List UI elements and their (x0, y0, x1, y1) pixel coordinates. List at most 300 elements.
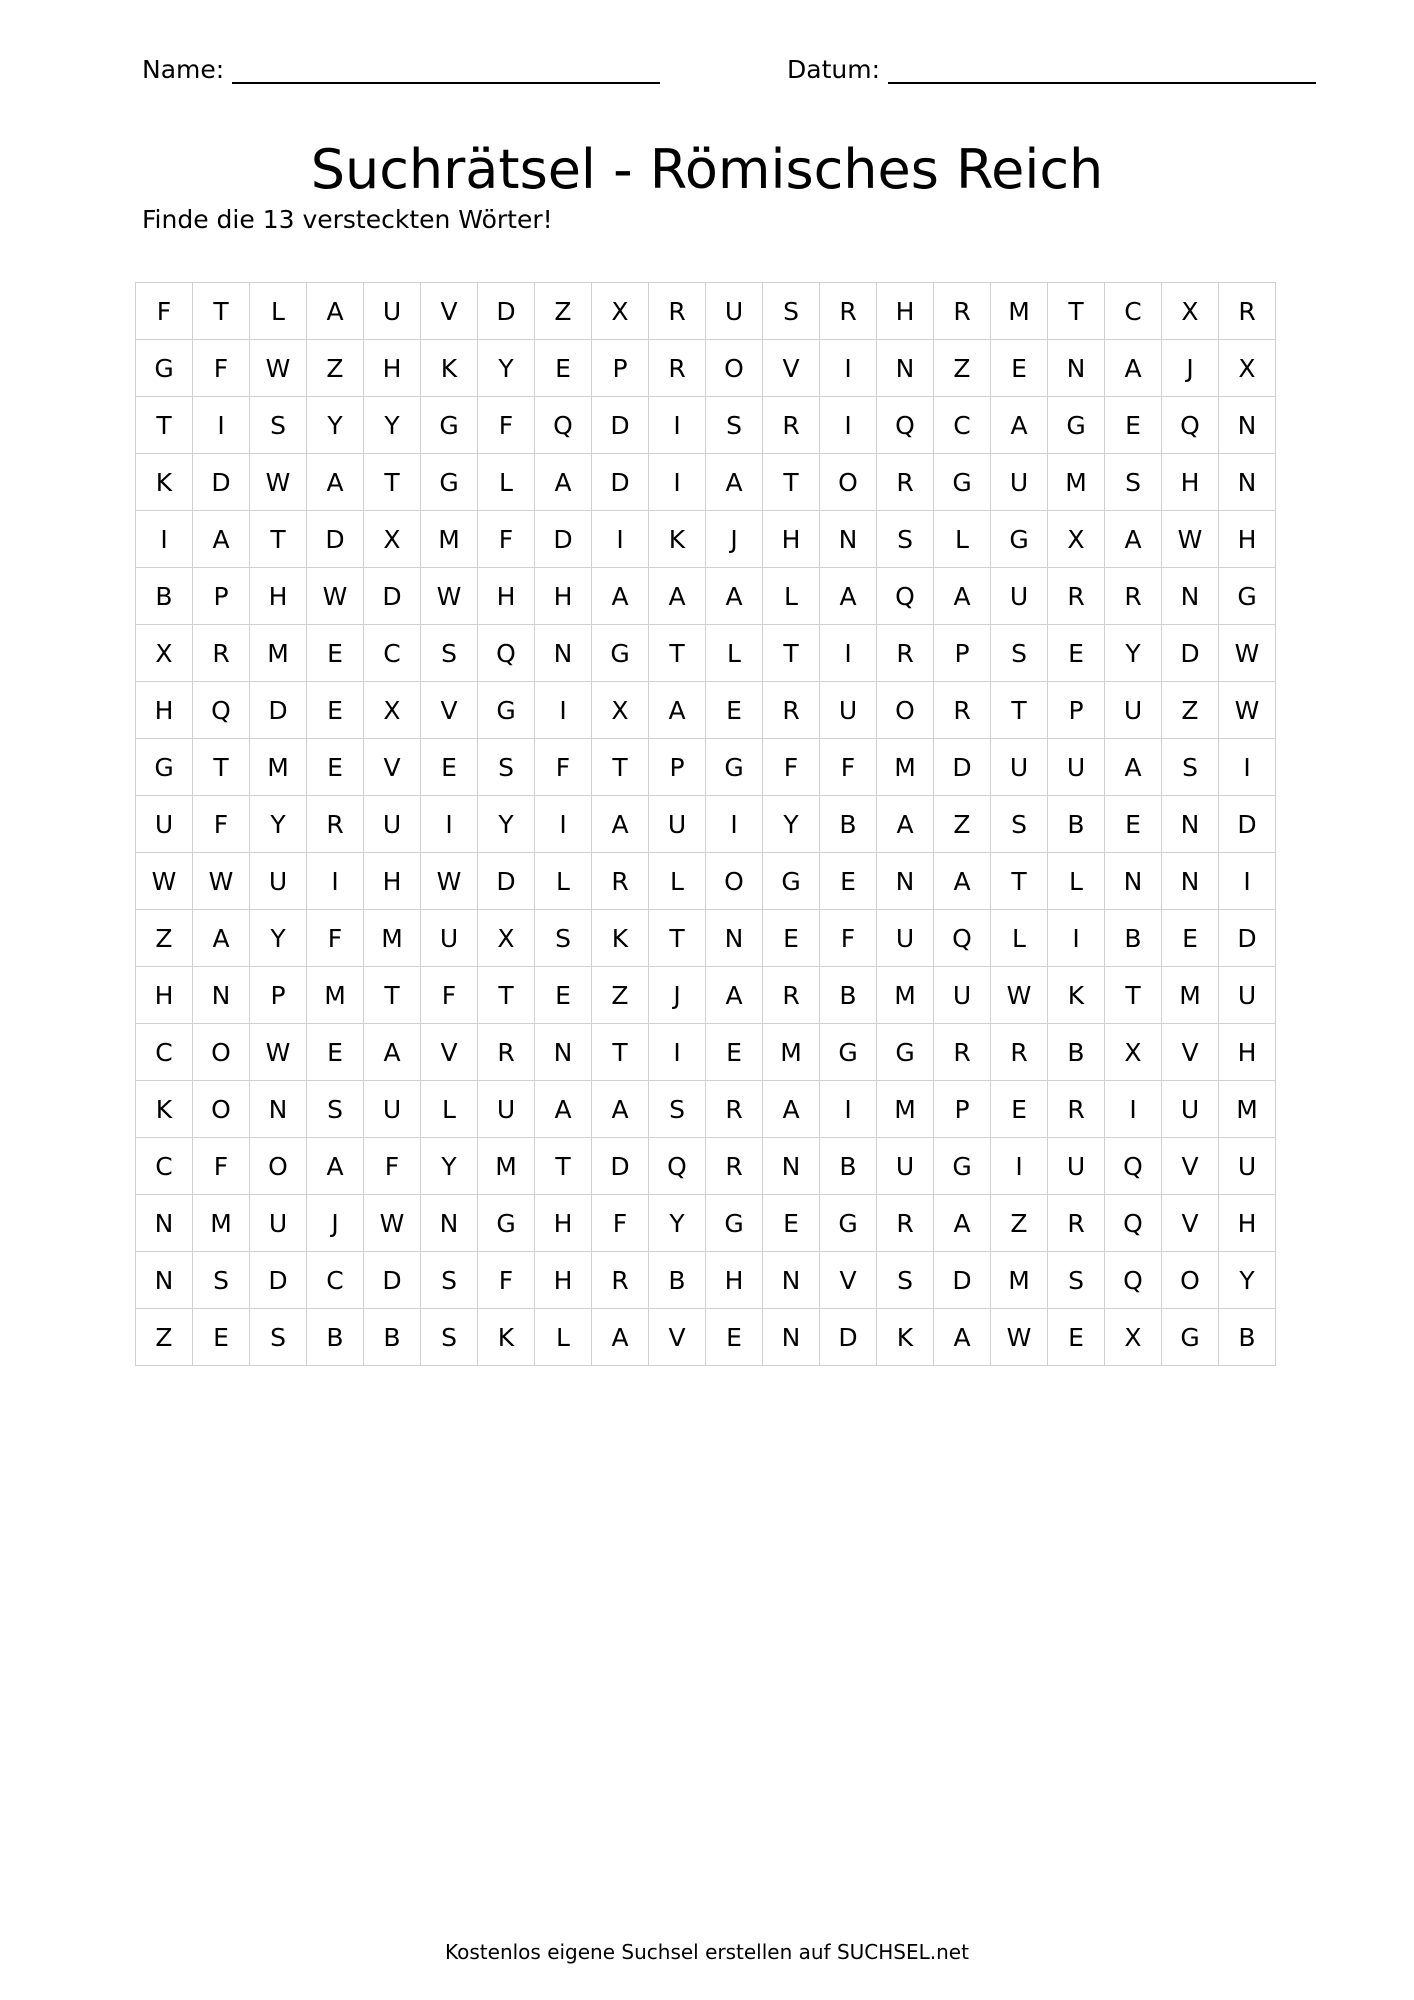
grid-cell[interactable]: T (364, 454, 421, 511)
grid-cell[interactable]: M (1219, 1081, 1276, 1138)
grid-cell[interactable]: D (820, 1309, 877, 1366)
grid-cell[interactable]: N (136, 1195, 193, 1252)
grid-cell[interactable]: N (1162, 796, 1219, 853)
grid-cell[interactable]: O (1162, 1252, 1219, 1309)
grid-cell[interactable]: A (193, 910, 250, 967)
grid-cell[interactable]: I (136, 511, 193, 568)
grid-cell[interactable]: B (1219, 1309, 1276, 1366)
grid-cell[interactable]: U (1219, 1138, 1276, 1195)
grid-cell[interactable]: W (1219, 625, 1276, 682)
grid-cell[interactable]: Q (535, 397, 592, 454)
grid-cell[interactable]: E (193, 1309, 250, 1366)
grid-cell[interactable]: C (307, 1252, 364, 1309)
grid-cell[interactable]: E (763, 1195, 820, 1252)
grid-cell[interactable]: I (1048, 910, 1105, 967)
grid-cell[interactable]: L (1048, 853, 1105, 910)
grid-cell[interactable]: U (991, 454, 1048, 511)
grid-cell[interactable]: B (307, 1309, 364, 1366)
grid-cell[interactable]: D (934, 1252, 991, 1309)
grid-cell[interactable]: S (1105, 454, 1162, 511)
grid-cell[interactable]: E (706, 682, 763, 739)
grid-cell[interactable]: U (1048, 739, 1105, 796)
grid-cell[interactable]: E (307, 625, 364, 682)
grid-cell[interactable]: Z (991, 1195, 1048, 1252)
grid-cell[interactable]: P (193, 568, 250, 625)
grid-cell[interactable]: A (1105, 340, 1162, 397)
grid-cell[interactable]: Q (877, 397, 934, 454)
grid-cell[interactable]: U (136, 796, 193, 853)
grid-cell[interactable]: B (1048, 1024, 1105, 1081)
grid-cell[interactable]: T (478, 967, 535, 1024)
grid-cell[interactable]: P (649, 739, 706, 796)
grid-cell[interactable]: E (1105, 397, 1162, 454)
grid-cell[interactable]: I (706, 796, 763, 853)
grid-cell[interactable]: G (934, 1138, 991, 1195)
grid-cell[interactable]: U (250, 1195, 307, 1252)
grid-cell[interactable]: A (592, 1309, 649, 1366)
grid-cell[interactable]: R (934, 682, 991, 739)
grid-cell[interactable]: C (364, 625, 421, 682)
grid-cell[interactable]: R (649, 340, 706, 397)
grid-cell[interactable]: Y (250, 796, 307, 853)
grid-cell[interactable]: Q (1162, 397, 1219, 454)
grid-cell[interactable]: R (1048, 1195, 1105, 1252)
grid-cell[interactable]: O (250, 1138, 307, 1195)
grid-cell[interactable]: H (364, 853, 421, 910)
grid-cell[interactable]: D (934, 739, 991, 796)
grid-cell[interactable]: O (706, 340, 763, 397)
grid-cell[interactable]: A (535, 454, 592, 511)
grid-cell[interactable]: S (877, 511, 934, 568)
grid-cell[interactable]: F (535, 739, 592, 796)
grid-cell[interactable]: E (763, 910, 820, 967)
grid-cell[interactable]: U (250, 853, 307, 910)
grid-cell[interactable]: R (592, 853, 649, 910)
grid-cell[interactable]: H (136, 682, 193, 739)
date-field[interactable] (787, 55, 1316, 84)
grid-cell[interactable]: B (1048, 796, 1105, 853)
grid-cell[interactable]: A (592, 796, 649, 853)
grid-cell[interactable]: H (1162, 454, 1219, 511)
grid-cell[interactable]: A (1105, 511, 1162, 568)
grid-cell[interactable]: W (421, 853, 478, 910)
grid-cell[interactable]: I (820, 340, 877, 397)
grid-cell[interactable]: Y (478, 340, 535, 397)
grid-cell[interactable]: F (478, 397, 535, 454)
grid-cell[interactable]: R (592, 1252, 649, 1309)
grid-cell[interactable]: X (364, 682, 421, 739)
grid-cell[interactable]: L (478, 454, 535, 511)
grid-cell[interactable]: X (1048, 511, 1105, 568)
grid-cell[interactable]: U (706, 283, 763, 340)
grid-cell[interactable]: X (136, 625, 193, 682)
grid-cell[interactable]: E (1105, 796, 1162, 853)
grid-cell[interactable]: M (991, 1252, 1048, 1309)
grid-cell[interactable]: Z (1162, 682, 1219, 739)
grid-cell[interactable]: S (1048, 1252, 1105, 1309)
grid-cell[interactable]: H (1219, 511, 1276, 568)
grid-cell[interactable]: S (763, 283, 820, 340)
grid-cell[interactable]: M (307, 967, 364, 1024)
grid-cell[interactable]: E (307, 739, 364, 796)
grid-cell[interactable]: D (478, 283, 535, 340)
grid-cell[interactable]: N (877, 853, 934, 910)
grid-cell[interactable]: N (706, 910, 763, 967)
grid-cell[interactable]: S (250, 1309, 307, 1366)
grid-cell[interactable]: H (478, 568, 535, 625)
grid-cell[interactable]: W (136, 853, 193, 910)
grid-cell[interactable]: V (763, 340, 820, 397)
grid-cell[interactable]: G (706, 739, 763, 796)
grid-cell[interactable]: R (1219, 283, 1276, 340)
grid-cell[interactable]: U (877, 910, 934, 967)
grid-cell[interactable]: E (421, 739, 478, 796)
grid-cell[interactable]: V (364, 739, 421, 796)
grid-cell[interactable]: V (820, 1252, 877, 1309)
grid-cell[interactable]: G (478, 1195, 535, 1252)
grid-cell[interactable]: R (478, 1024, 535, 1081)
grid-cell[interactable]: E (991, 340, 1048, 397)
grid-cell[interactable]: I (820, 625, 877, 682)
grid-cell[interactable]: K (592, 910, 649, 967)
grid-cell[interactable]: A (877, 796, 934, 853)
grid-cell[interactable]: G (592, 625, 649, 682)
grid-cell[interactable]: A (934, 853, 991, 910)
grid-cell[interactable]: Z (307, 340, 364, 397)
grid-cell[interactable]: L (535, 1309, 592, 1366)
grid-cell[interactable]: M (763, 1024, 820, 1081)
grid-cell[interactable]: B (136, 568, 193, 625)
grid-cell[interactable]: W (1219, 682, 1276, 739)
grid-cell[interactable]: U (1162, 1081, 1219, 1138)
grid-cell[interactable]: A (763, 1081, 820, 1138)
grid-cell[interactable]: B (649, 1252, 706, 1309)
grid-cell[interactable]: W (1162, 511, 1219, 568)
grid-cell[interactable]: U (820, 682, 877, 739)
grid-cell[interactable]: F (763, 739, 820, 796)
grid-cell[interactable]: Z (934, 796, 991, 853)
grid-cell[interactable]: T (649, 910, 706, 967)
grid-cell[interactable]: G (136, 340, 193, 397)
grid-cell[interactable]: R (991, 1024, 1048, 1081)
grid-cell[interactable]: F (307, 910, 364, 967)
grid-cell[interactable]: A (1105, 739, 1162, 796)
grid-cell[interactable]: A (307, 1138, 364, 1195)
grid-cell[interactable]: R (193, 625, 250, 682)
name-line[interactable] (232, 58, 660, 84)
grid-cell[interactable]: G (421, 397, 478, 454)
grid-cell[interactable]: G (421, 454, 478, 511)
grid-cell[interactable]: U (877, 1138, 934, 1195)
grid-cell[interactable]: F (592, 1195, 649, 1252)
grid-cell[interactable]: X (1105, 1309, 1162, 1366)
grid-cell[interactable]: T (592, 1024, 649, 1081)
grid-cell[interactable]: N (1048, 340, 1105, 397)
grid-cell[interactable]: H (763, 511, 820, 568)
grid-cell[interactable]: V (421, 283, 478, 340)
grid-cell[interactable]: A (307, 283, 364, 340)
grid-cell[interactable]: V (421, 682, 478, 739)
grid-cell[interactable]: R (649, 283, 706, 340)
grid-cell[interactable]: L (991, 910, 1048, 967)
grid-cell[interactable]: E (706, 1024, 763, 1081)
grid-cell[interactable]: P (1048, 682, 1105, 739)
grid-cell[interactable]: U (934, 967, 991, 1024)
grid-cell[interactable]: I (649, 1024, 706, 1081)
grid-cell[interactable]: M (250, 625, 307, 682)
grid-cell[interactable]: K (877, 1309, 934, 1366)
grid-cell[interactable]: S (991, 625, 1048, 682)
grid-cell[interactable]: S (991, 796, 1048, 853)
grid-cell[interactable]: O (193, 1024, 250, 1081)
grid-cell[interactable]: S (421, 1309, 478, 1366)
grid-cell[interactable]: J (1162, 340, 1219, 397)
grid-cell[interactable]: A (535, 1081, 592, 1138)
grid-cell[interactable]: N (535, 625, 592, 682)
grid-cell[interactable]: N (421, 1195, 478, 1252)
grid-cell[interactable]: D (250, 1252, 307, 1309)
grid-cell[interactable]: S (193, 1252, 250, 1309)
grid-cell[interactable]: R (706, 1081, 763, 1138)
grid-cell[interactable]: B (820, 967, 877, 1024)
grid-cell[interactable]: R (763, 682, 820, 739)
grid-cell[interactable]: Q (934, 910, 991, 967)
grid-cell[interactable]: T (535, 1138, 592, 1195)
grid-cell[interactable]: D (592, 1138, 649, 1195)
grid-cell[interactable]: N (1219, 454, 1276, 511)
grid-cell[interactable]: Q (1105, 1138, 1162, 1195)
grid-cell[interactable]: A (934, 568, 991, 625)
grid-cell[interactable]: G (1162, 1309, 1219, 1366)
grid-cell[interactable]: N (763, 1138, 820, 1195)
grid-cell[interactable]: K (421, 340, 478, 397)
grid-cell[interactable]: C (1105, 283, 1162, 340)
grid-cell[interactable]: R (1048, 568, 1105, 625)
grid-cell[interactable]: V (649, 1309, 706, 1366)
grid-cell[interactable]: A (934, 1195, 991, 1252)
grid-cell[interactable]: I (535, 682, 592, 739)
grid-cell[interactable]: F (820, 910, 877, 967)
grid-cell[interactable]: G (136, 739, 193, 796)
grid-cell[interactable]: M (250, 739, 307, 796)
grid-cell[interactable]: E (307, 682, 364, 739)
grid-cell[interactable]: R (763, 967, 820, 1024)
grid-cell[interactable]: N (763, 1252, 820, 1309)
grid-cell[interactable]: L (763, 568, 820, 625)
grid-cell[interactable]: U (364, 283, 421, 340)
grid-cell[interactable]: N (877, 340, 934, 397)
grid-cell[interactable]: F (193, 796, 250, 853)
grid-cell[interactable]: E (706, 1309, 763, 1366)
grid-cell[interactable]: E (1162, 910, 1219, 967)
grid-cell[interactable]: N (535, 1024, 592, 1081)
grid-cell[interactable]: D (1219, 910, 1276, 967)
grid-cell[interactable]: I (1105, 1081, 1162, 1138)
grid-cell[interactable]: F (364, 1138, 421, 1195)
grid-cell[interactable]: R (934, 283, 991, 340)
grid-cell[interactable]: Y (1105, 625, 1162, 682)
grid-cell[interactable]: D (592, 397, 649, 454)
grid-cell[interactable]: Q (877, 568, 934, 625)
grid-cell[interactable]: G (820, 1195, 877, 1252)
grid-cell[interactable]: A (706, 967, 763, 1024)
grid-cell[interactable]: J (649, 967, 706, 1024)
grid-cell[interactable]: L (535, 853, 592, 910)
grid-cell[interactable]: E (991, 1081, 1048, 1138)
grid-cell[interactable]: Y (250, 910, 307, 967)
grid-cell[interactable]: H (136, 967, 193, 1024)
grid-cell[interactable]: U (991, 568, 1048, 625)
grid-cell[interactable]: A (364, 1024, 421, 1081)
grid-cell[interactable]: W (421, 568, 478, 625)
grid-cell[interactable]: X (1105, 1024, 1162, 1081)
grid-cell[interactable]: S (421, 1252, 478, 1309)
grid-cell[interactable]: S (535, 910, 592, 967)
grid-cell[interactable]: R (706, 1138, 763, 1195)
grid-cell[interactable]: Z (136, 910, 193, 967)
grid-cell[interactable]: F (478, 511, 535, 568)
grid-cell[interactable]: X (1219, 340, 1276, 397)
grid-cell[interactable]: D (535, 511, 592, 568)
grid-cell[interactable]: N (763, 1309, 820, 1366)
grid-cell[interactable]: Y (649, 1195, 706, 1252)
grid-cell[interactable]: T (136, 397, 193, 454)
grid-cell[interactable]: C (136, 1024, 193, 1081)
grid-cell[interactable]: T (763, 454, 820, 511)
grid-cell[interactable]: I (820, 1081, 877, 1138)
grid-cell[interactable]: Y (364, 397, 421, 454)
grid-cell[interactable]: W (250, 1024, 307, 1081)
grid-cell[interactable]: W (250, 340, 307, 397)
grid-cell[interactable]: M (1162, 967, 1219, 1024)
grid-cell[interactable]: R (1105, 568, 1162, 625)
grid-cell[interactable]: D (193, 454, 250, 511)
grid-cell[interactable]: A (307, 454, 364, 511)
grid-cell[interactable]: Y (421, 1138, 478, 1195)
grid-cell[interactable]: N (1162, 568, 1219, 625)
grid-cell[interactable]: J (706, 511, 763, 568)
grid-cell[interactable]: E (820, 853, 877, 910)
grid-cell[interactable]: S (421, 625, 478, 682)
grid-cell[interactable]: B (820, 1138, 877, 1195)
grid-cell[interactable]: W (250, 454, 307, 511)
grid-cell[interactable]: X (364, 511, 421, 568)
grid-cell[interactable]: N (1162, 853, 1219, 910)
grid-cell[interactable]: N (136, 1252, 193, 1309)
grid-cell[interactable]: T (649, 625, 706, 682)
grid-cell[interactable]: P (250, 967, 307, 1024)
date-line[interactable] (888, 58, 1316, 84)
grid-cell[interactable]: Z (934, 340, 991, 397)
grid-cell[interactable]: O (193, 1081, 250, 1138)
grid-cell[interactable]: I (535, 796, 592, 853)
grid-cell[interactable]: D (592, 454, 649, 511)
grid-cell[interactable]: P (934, 1081, 991, 1138)
grid-cell[interactable]: L (706, 625, 763, 682)
grid-cell[interactable]: D (364, 1252, 421, 1309)
grid-cell[interactable]: H (877, 283, 934, 340)
grid-cell[interactable]: C (136, 1138, 193, 1195)
grid-cell[interactable]: F (193, 1138, 250, 1195)
grid-cell[interactable]: L (649, 853, 706, 910)
grid-cell[interactable]: T (193, 739, 250, 796)
grid-cell[interactable]: L (421, 1081, 478, 1138)
grid-cell[interactable]: T (991, 682, 1048, 739)
grid-cell[interactable]: G (877, 1024, 934, 1081)
grid-cell[interactable]: H (706, 1252, 763, 1309)
grid-cell[interactable]: W (991, 1309, 1048, 1366)
grid-cell[interactable]: G (706, 1195, 763, 1252)
grid-cell[interactable]: T (592, 739, 649, 796)
grid-cell[interactable]: W (991, 967, 1048, 1024)
grid-cell[interactable]: G (478, 682, 535, 739)
grid-cell[interactable]: Y (478, 796, 535, 853)
grid-cell[interactable]: S (478, 739, 535, 796)
grid-cell[interactable]: F (193, 340, 250, 397)
grid-cell[interactable]: O (820, 454, 877, 511)
grid-cell[interactable]: H (535, 568, 592, 625)
grid-cell[interactable]: R (934, 1024, 991, 1081)
grid-cell[interactable]: M (421, 511, 478, 568)
grid-cell[interactable]: D (364, 568, 421, 625)
grid-cell[interactable]: U (1048, 1138, 1105, 1195)
grid-cell[interactable]: K (1048, 967, 1105, 1024)
grid-cell[interactable]: S (307, 1081, 364, 1138)
grid-cell[interactable]: R (877, 454, 934, 511)
grid-cell[interactable]: W (307, 568, 364, 625)
grid-cell[interactable]: N (1105, 853, 1162, 910)
grid-cell[interactable]: G (934, 454, 991, 511)
grid-cell[interactable]: U (421, 910, 478, 967)
grid-cell[interactable]: E (307, 1024, 364, 1081)
grid-cell[interactable]: E (1048, 625, 1105, 682)
grid-cell[interactable]: K (136, 454, 193, 511)
grid-cell[interactable]: E (1048, 1309, 1105, 1366)
grid-cell[interactable]: D (478, 853, 535, 910)
grid-cell[interactable]: Q (649, 1138, 706, 1195)
grid-cell[interactable]: R (877, 625, 934, 682)
grid-cell[interactable]: P (592, 340, 649, 397)
grid-cell[interactable]: Z (592, 967, 649, 1024)
grid-cell[interactable]: H (364, 340, 421, 397)
grid-cell[interactable]: A (820, 568, 877, 625)
grid-cell[interactable]: S (706, 397, 763, 454)
grid-cell[interactable]: M (193, 1195, 250, 1252)
grid-cell[interactable]: M (991, 283, 1048, 340)
grid-cell[interactable]: T (193, 283, 250, 340)
grid-cell[interactable]: M (1048, 454, 1105, 511)
grid-cell[interactable]: X (478, 910, 535, 967)
grid-cell[interactable]: W (364, 1195, 421, 1252)
grid-cell[interactable]: H (535, 1195, 592, 1252)
grid-cell[interactable]: G (1048, 397, 1105, 454)
grid-cell[interactable]: U (364, 1081, 421, 1138)
grid-cell[interactable]: D (250, 682, 307, 739)
grid-cell[interactable]: B (1105, 910, 1162, 967)
grid-cell[interactable]: I (649, 397, 706, 454)
grid-cell[interactable]: W (193, 853, 250, 910)
grid-cell[interactable]: R (877, 1195, 934, 1252)
grid-cell[interactable]: T (763, 625, 820, 682)
grid-cell[interactable]: V (421, 1024, 478, 1081)
grid-cell[interactable]: X (592, 682, 649, 739)
grid-cell[interactable]: S (877, 1252, 934, 1309)
grid-cell[interactable]: A (706, 454, 763, 511)
grid-cell[interactable]: Q (1105, 1195, 1162, 1252)
grid-cell[interactable]: X (1162, 283, 1219, 340)
grid-cell[interactable]: N (193, 967, 250, 1024)
grid-cell[interactable]: F (478, 1252, 535, 1309)
